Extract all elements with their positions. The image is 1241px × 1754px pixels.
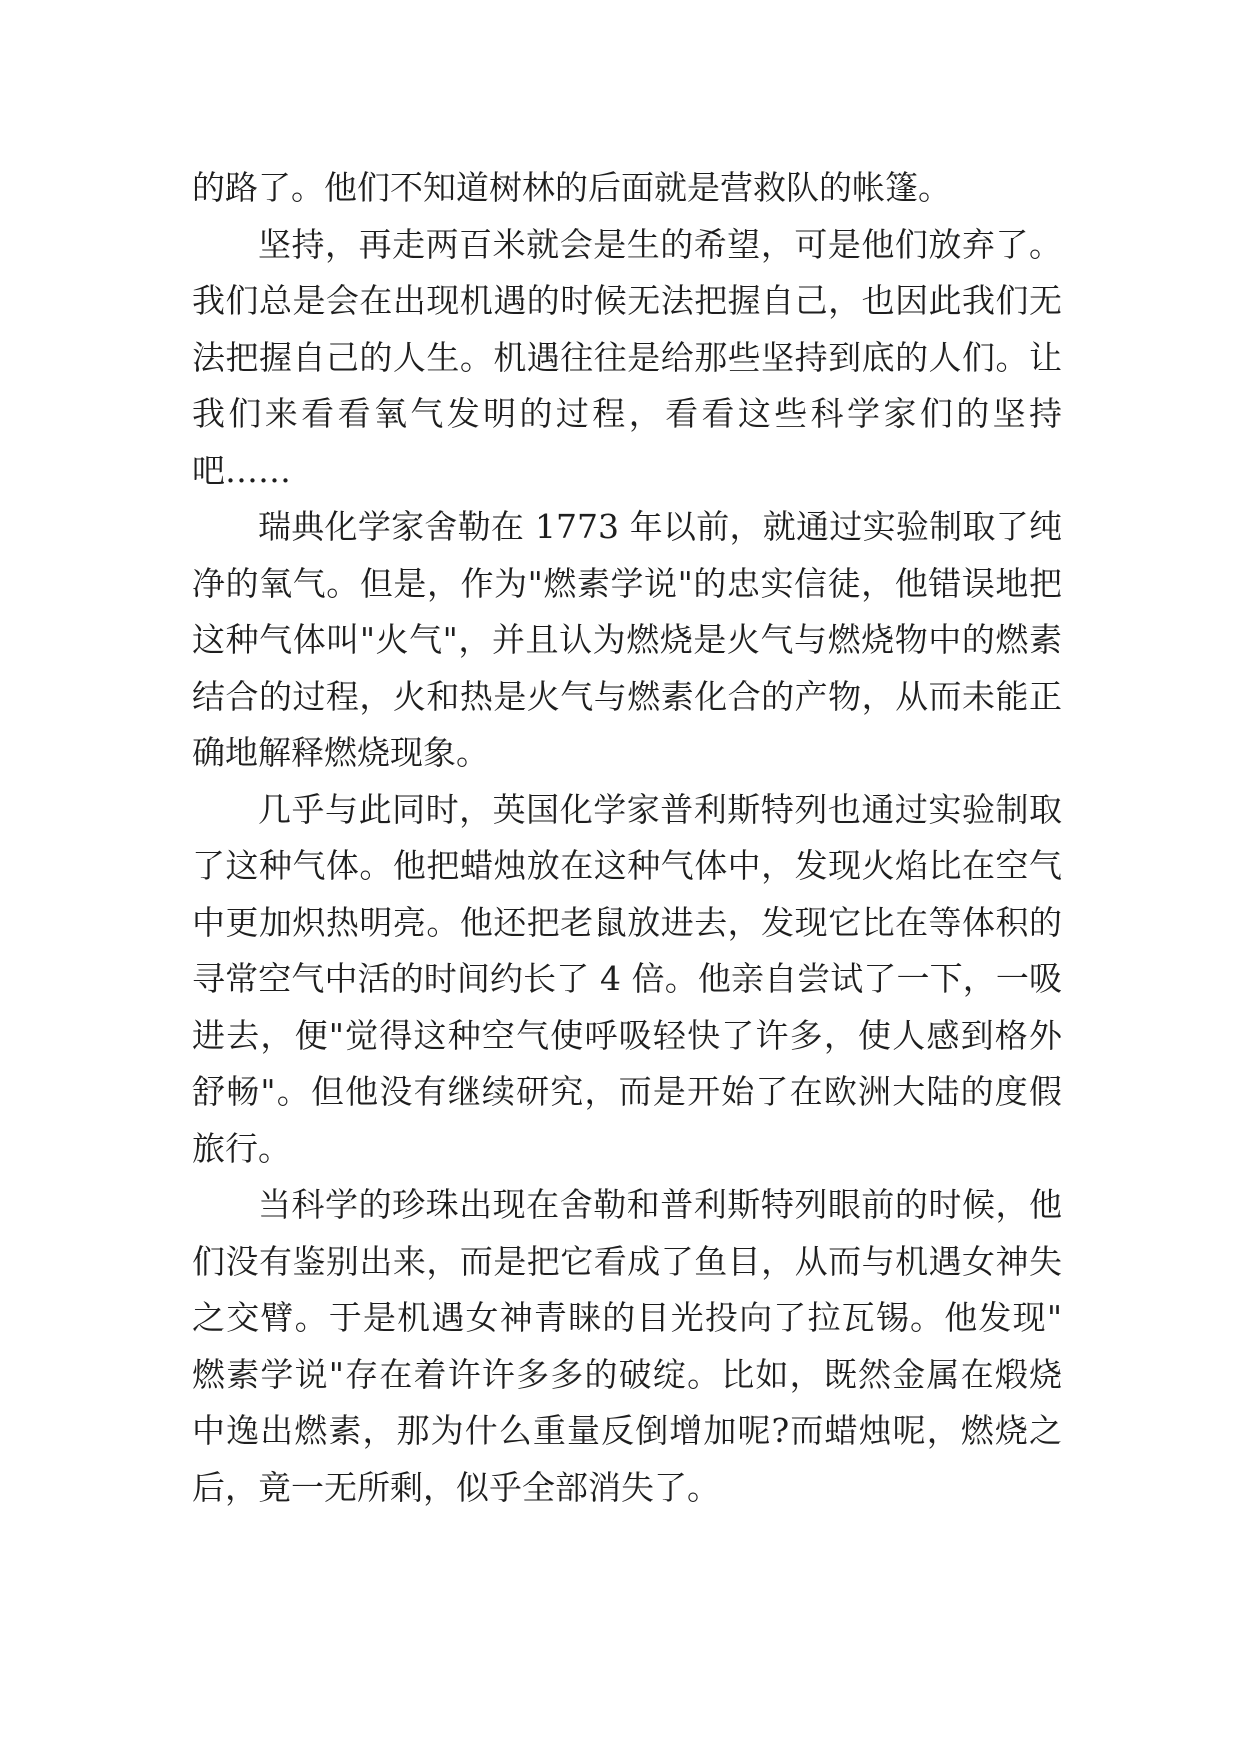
text-line: 净的氧气。但是，作为"燃素学说"的忠实信徒，他错误地把: [192, 563, 1062, 603]
text-line: 我们来看看氧气发明的过程，看看这些科学家们的坚持: [192, 394, 1062, 433]
text-line: 燃素学说"存在着许许多多的破绽。比如，既然金属在煅烧: [192, 1354, 1062, 1394]
text-line: 吧……: [192, 450, 291, 490]
text-line: 瑞典化学家舍勒在 1773 年以前，就通过实验制取了纯: [258, 507, 1062, 546]
text-line: 坚持，再走两百米就会是生的希望，可是他们放弃了。: [258, 224, 1062, 264]
paragraph-persistence: [192, 217, 1062, 500]
text-line: 后，竟一无所剩，似乎全部消失了。: [192, 1467, 720, 1507]
text-line: 了这种气体。他把蜡烛放在这种气体中，发现火焰比在空气: [192, 846, 1062, 885]
text-line: 寻常空气中活的时间约长了 4 倍。他亲自尝试了一下，一吸: [192, 959, 1062, 998]
text-line: 旅行。: [192, 1128, 291, 1168]
text-line: 结合的过程，火和热是火气与燃素化合的产物，从而未能正: [192, 676, 1062, 716]
text-line: 我们总是会在出现机遇的时候无法把握自己，也因此我们无: [192, 281, 1062, 320]
document-page: [192, 160, 1062, 1516]
text-line: 这种气体叫"火气"，并且认为燃烧是火气与燃烧物中的燃素: [192, 620, 1062, 659]
paragraph-continuation: [192, 160, 1062, 217]
paragraph-scheele: [192, 499, 1062, 782]
text-line: 舒畅"。但他没有继续研究，而是开始了在欧洲大陆的度假: [192, 1072, 1062, 1111]
text-line: 中更加炽热明亮。他还把老鼠放进去，发现它比在等体积的: [192, 902, 1062, 942]
text-line: 进去，便"觉得这种空气使呼吸轻快了许多，使人感到格外: [192, 1015, 1062, 1055]
text-line: 们没有鉴别出来，而是把它看成了鱼目，从而与机遇女神失: [192, 1241, 1062, 1281]
text-line: 中逸出燃素，那为什么重量反倒增加呢?而蜡烛呢，燃烧之: [192, 1411, 1062, 1450]
text-line: 确地解释燃烧现象。: [192, 733, 489, 772]
text-line: 之交臂。于是机遇女神青睐的目光投向了拉瓦锡。他发现": [192, 1298, 1062, 1337]
text-line: 当科学的珍珠出现在舍勒和普利斯特列眼前的时候，他: [258, 1185, 1062, 1224]
text-line: 几乎与此同时，英国化学家普利斯特列也通过实验制取: [258, 789, 1062, 829]
text-line: 的路了。他们不知道树林的后面就是营救队的帐篷。: [192, 168, 951, 207]
paragraph-priestley: [192, 782, 1062, 1178]
text-line: 法把握自己的人生。机遇往往是给那些坚持到底的人们。让: [192, 337, 1062, 377]
paragraph-lavoisier: [192, 1177, 1062, 1516]
